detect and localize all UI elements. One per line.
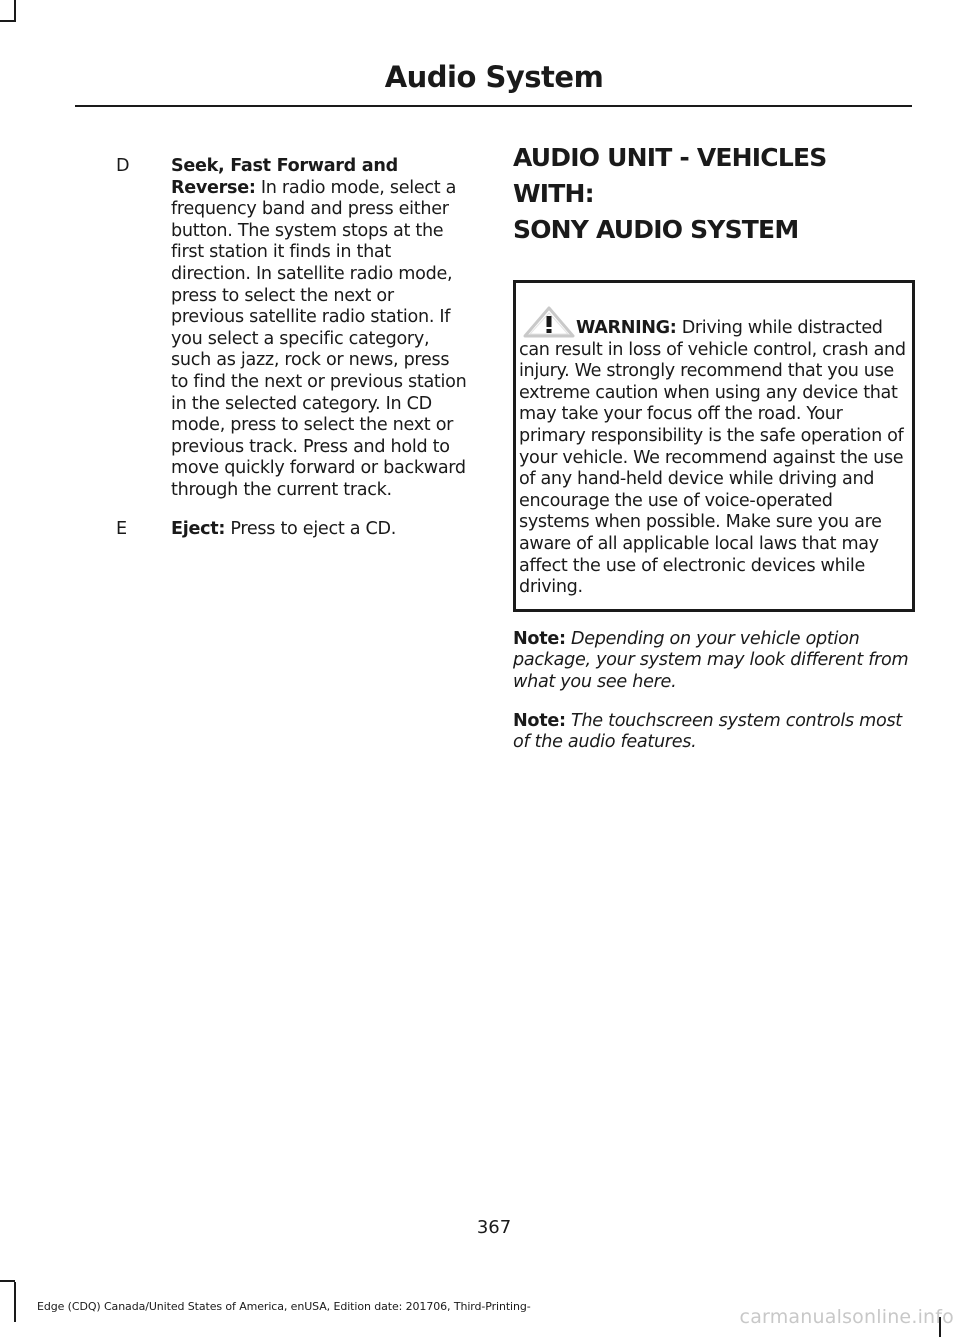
list-item-e [116,519,471,541]
note-1 [513,629,915,694]
item-letter: D [116,156,130,176]
page-number: 367 [476,1217,512,1238]
right-column [513,140,915,754]
warning-triangle-icon [522,306,576,338]
section-title-line1: AUDIO UNIT - VEHICLES WITH: [513,143,827,208]
warning-box [513,280,915,612]
item-title: Eject: [171,518,226,539]
crop-mark-bottom-left-horizontal [0,1280,15,1282]
warning-label: WARNING: [576,318,677,338]
crop-mark-top-left-horizontal [0,20,15,22]
note-label: Note: [513,628,566,649]
footer-edition-info: Edge (CDQ) Canada/United States of America, enUSA, Edition date: 201706, Third-Printing- [37,1300,531,1313]
section-title [513,140,915,248]
left-column [116,156,471,557]
item-letter: E [116,518,127,539]
note-label: Note: [513,710,566,731]
watermark: carmanualsonline.info [739,1306,954,1328]
page-header-title: Audio System [384,60,604,94]
warning-text: Driving while distracted can result in loss of vehicle control, crash and injury. We strongly recommend that you use extreme caution when using any device that may take your focus off the road. Your primary responsibility is the safe operation of your vehicle. We recommend against the use of any hand-held device while driving and encourage the use of voice-operated systems when possible. Make sure you are aware of all applicable local laws that may affect the use of electronic devices while driving. [519,318,906,598]
header-divider [75,105,912,107]
crop-mark-top-left-vertical [14,0,16,22]
item-title: Seek, Fast Forward and Reverse: [171,156,398,198]
note-text: The touchscreen system controls most of the audio features. [513,710,902,753]
note-text: Depending on your vehicle option package, your system may look different from what you see here. [513,628,909,692]
note-2 [513,711,915,754]
item-text: In radio mode, select a frequency band and press either button. The system stops at the first station it finds in that direction. In satellite radio mode, press to select the next or previous satellite radio station. If you select a specific category, such as jazz, rock or news, press to find the next or previous station in the selected category. In CD mode, press to select the next or previous track. Press and hold to move quickly forward or backward through the current track. [171,177,467,500]
item-text: Press to eject a CD. [225,518,397,539]
crop-mark-bottom-left-vertical [14,1282,16,1322]
section-title-line2: SONY AUDIO SYSTEM [513,215,799,244]
list-item-d [116,156,471,502]
